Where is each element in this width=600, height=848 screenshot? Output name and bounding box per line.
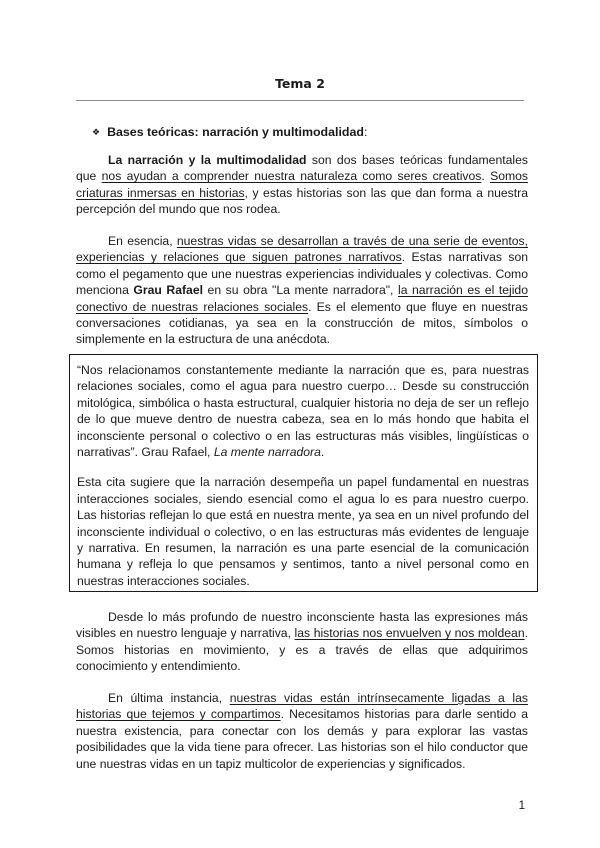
p1-text: , y estas historias son las que dan forma a nuestra percepción del mundo que nos rodea. xyxy=(76,185,528,217)
p2-text: . Estas narrativas son como el pegamento que une nuestras experiencias individuales y colectivas. Como menciona xyxy=(76,250,528,298)
p1-text: . xyxy=(481,169,491,184)
quote-end: . xyxy=(320,445,325,460)
p4-text: En última instancia, xyxy=(108,691,230,705)
paragraph-4 xyxy=(76,690,528,772)
diamond-bullet-icon: ❖ xyxy=(92,127,101,137)
quote-box xyxy=(69,354,538,592)
section-heading-colon: : xyxy=(363,125,368,139)
p2-text: En esencia, xyxy=(108,234,177,248)
p1-underline: Somos criaturas inmersas en historias xyxy=(76,169,528,200)
quote-source: La mente narradora xyxy=(213,445,321,460)
quote-body: “Nos relacionamos constantemente mediante la narración que es, para nuestras relaciones sociales, como el agua para nuestro cuerpo… Desde su construcción mitológica, simbólica o hasta estructural, cualquier historia no deja de ser un reflejo de lo que mueve dentro de nuestra cabeza, sea en lo más hondo que habita el inconsciente personal o colectivo o en las estructuras más visibles, lingüísticas o narrativas”. Grau Rafael, xyxy=(77,363,529,460)
section-heading-text: Bases teóricas: narración y multimodalidad xyxy=(107,125,364,139)
p2-underline: nuestras vidas se desarrollan a través de una serie de eventos, experiencias y relaciones que siguen patrones narrativos xyxy=(76,234,528,265)
paragraph-3 xyxy=(76,609,528,675)
p4-underline: nuestras vidas están intrínsecamente ligadas a las historias que tejemos y compartimos xyxy=(76,691,528,722)
p1-underline: nos ayudan a comprender nuestra naturaleza como seres creativos xyxy=(101,169,482,184)
paragraph-1 xyxy=(76,152,528,218)
p2-underline: la narración es el tejido conectivo de nuestras relaciones sociales xyxy=(76,283,528,314)
p1-text: son dos bases teóricas fundamentales que xyxy=(76,153,528,184)
p2-text: en su obra "La mente narradora", xyxy=(202,283,398,298)
quote-text xyxy=(77,362,529,460)
quote-commentary: Esta cita sugiere que la narración desempeña un papel fundamental en nuestras interacciones sociales, siendo esencial como el agua lo es para nuestro cuerpo. Las historias reflejan lo que está en nuestra mente, ya sea en un nivel profundo del inconsciente individual o colectivo, o en las estructuras más evidentes de lenguaje y narrativa. En resumen, la narración es una parte esencial de la comunicación humana y refleja lo que pensamos y sentimos, tanto a nivel personal como en nuestras interacciones sociales. xyxy=(77,475,529,588)
p1-bold: La narración y la multimodalidad xyxy=(108,153,307,167)
p3-underline: las historias nos envuelven y nos moldean xyxy=(294,626,525,641)
p3-text: . Somos historias en movimiento, y es a través de ellas que adquirimos conocimiento y entendimiento. xyxy=(76,626,528,674)
section-heading xyxy=(92,124,532,140)
title-divider xyxy=(76,100,524,101)
p3-text: Desde lo más profundo de nuestro inconsciente hasta las expresiones más visibles en nuestro lenguaje y narrativa, xyxy=(76,610,528,641)
p2-bold-author: Grau Rafael xyxy=(133,283,203,298)
page-title: Tema 2 xyxy=(275,76,325,91)
p2-text: . Es el elemento que fluye en nuestras conversaciones cotidianas, ya sea en la construcción de mitos, símbolos o simplemente en la estructura de una anécdota. xyxy=(76,299,528,347)
page-number: 1 xyxy=(518,800,525,812)
p4-text: . Necesitamos historias para darle sentido a nuestra existencia, para conectar con los demás y para explorar las vastas posibilidades que la vida tiene para ofrecer. Las historias son el hilo conductor que une nuestras vidas en un tapiz multicolor de experiencias y significados. xyxy=(76,707,528,771)
paragraph-2 xyxy=(76,233,528,348)
